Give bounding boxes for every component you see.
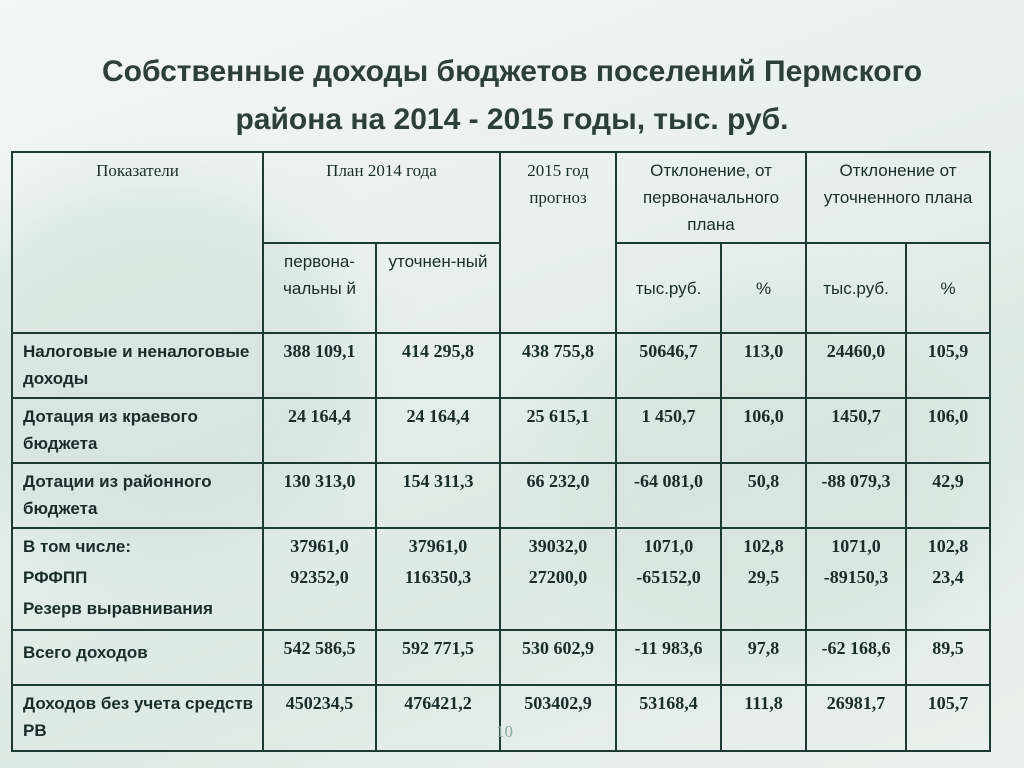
cell-adjusted: 24 164,4 <box>376 398 500 463</box>
row-label: Доходов без учета средств РВ <box>12 685 263 751</box>
header-row-1 <box>12 152 990 243</box>
cell-dev-adjusted-abs <box>806 528 906 630</box>
cell-initial: 24 164,4 <box>263 398 376 463</box>
cell-dev-initial-abs <box>616 528 721 630</box>
cell-adjusted: 476421,2 <box>376 685 500 751</box>
cell-initial: 388 109,1 <box>263 333 376 398</box>
header-plan-2014: План 2014 года <box>263 152 500 243</box>
cell-forecast: 438 755,8 <box>500 333 616 398</box>
row-label: Налоговые и неналоговые доходы <box>12 333 263 398</box>
cell-dev-initial-pct: 97,8 <box>721 630 806 685</box>
cell-dev-adjusted-pct: 106,0 <box>906 398 990 463</box>
cell-value: 23,4 <box>932 567 964 587</box>
header-thous-rub-1: тыс.руб. <box>616 243 721 333</box>
header-deviation-adjusted: Отклонение от уточненного плана <box>806 152 990 243</box>
header-forecast-2015: 2015 год прогноз <box>500 152 616 333</box>
cell-dev-initial-pct: 111,8 <box>721 685 806 751</box>
cell-dev-initial-pct <box>721 528 806 630</box>
cell-dev-adjusted-abs: 1450,7 <box>806 398 906 463</box>
cell-forecast: 66 232,0 <box>500 463 616 528</box>
cell-value: -65152,0 <box>636 567 701 587</box>
table-row <box>12 528 990 630</box>
cell-dev-adjusted-abs: -62 168,6 <box>806 630 906 685</box>
header-initial: первона-чальны й <box>263 243 376 333</box>
title-line-1: Собственные доходы бюджетов поселений Пермского <box>101 55 923 88</box>
cell-dev-adjusted-abs: -88 079,3 <box>806 463 906 528</box>
cell-dev-initial-abs: -11 983,6 <box>616 630 721 685</box>
cell-dev-initial-pct: 50,8 <box>721 463 806 528</box>
cell-value: 37961,0 <box>290 536 349 556</box>
cell-value: 1071,0 <box>643 536 694 556</box>
table-row <box>12 630 990 685</box>
cell-adjusted: 414 295,8 <box>376 333 500 398</box>
cell-forecast: 25 615,1 <box>500 398 616 463</box>
cell-value: 27200,0 <box>528 567 588 587</box>
page-number: 10 <box>496 722 513 741</box>
row-label: Дотации из районного бюджета <box>12 463 263 528</box>
title-line-2: района на 2014 - 2015 годы, тыс. руб. <box>235 103 789 136</box>
page-title <box>20 48 1004 144</box>
cell-value: 29,5 <box>747 567 780 587</box>
cell-value: 102,8 <box>743 536 784 556</box>
cell-value: 1071,0 <box>831 536 881 556</box>
cell-dev-initial-pct: 113,0 <box>721 333 806 398</box>
cell-dev-initial-abs: -64 081,0 <box>616 463 721 528</box>
cell-value: 116350,3 <box>404 567 472 587</box>
cell-value: -89150,3 <box>823 567 889 587</box>
budget-table <box>11 151 991 752</box>
cell-dev-adjusted-pct: 105,9 <box>906 333 990 398</box>
cell-value: 102,8 <box>927 536 969 556</box>
row-label-line: В том числе: <box>23 537 132 556</box>
table-row <box>12 463 990 528</box>
table-row <box>12 333 990 398</box>
cell-forecast: 503402,9 <box>500 685 616 751</box>
header-pct-2: % <box>906 243 990 333</box>
cell-value: 92352,0 <box>290 567 349 587</box>
cell-adjusted <box>376 528 500 630</box>
row-label-line: Резерв выравнивания <box>23 599 213 618</box>
row-label-line: РФФПП <box>23 568 88 587</box>
cell-initial: 130 313,0 <box>263 463 376 528</box>
cell-dev-adjusted-pct: 42,9 <box>906 463 990 528</box>
cell-dev-adjusted-pct: 89,5 <box>906 630 990 685</box>
cell-dev-adjusted-abs: 24460,0 <box>806 333 906 398</box>
cell-dev-adjusted-pct <box>906 528 990 630</box>
cell-forecast: 530 602,9 <box>500 630 616 685</box>
header-pct-1: % <box>721 243 806 333</box>
cell-dev-initial-abs: 53168,4 <box>616 685 721 751</box>
cell-dev-initial-abs: 1 450,7 <box>616 398 721 463</box>
cell-value: 39032,0 <box>528 536 588 556</box>
cell-dev-adjusted-pct: 105,7 <box>906 685 990 751</box>
cell-dev-initial-abs: 50646,7 <box>616 333 721 398</box>
table-row <box>12 398 990 463</box>
header-adjusted: уточнен-ный <box>376 243 500 333</box>
cell-value: 37961,0 <box>408 536 468 556</box>
row-label: Дотация из краевого бюджета <box>12 398 263 463</box>
cell-adjusted: 154 311,3 <box>376 463 500 528</box>
header-deviation-initial: Отклонение, от первоначального плана <box>616 152 806 243</box>
header-thous-rub-2: тыс.руб. <box>806 243 906 333</box>
row-label: Всего доходов <box>12 630 263 685</box>
cell-initial <box>263 528 376 630</box>
cell-initial: 542 586,5 <box>263 630 376 685</box>
cell-dev-initial-pct: 106,0 <box>721 398 806 463</box>
cell-dev-adjusted-abs: 26981,7 <box>806 685 906 751</box>
header-indicators: Показатели <box>12 152 263 333</box>
cell-adjusted: 592 771,5 <box>376 630 500 685</box>
cell-forecast <box>500 528 616 630</box>
row-label <box>12 528 263 630</box>
cell-initial: 450234,5 <box>263 685 376 751</box>
